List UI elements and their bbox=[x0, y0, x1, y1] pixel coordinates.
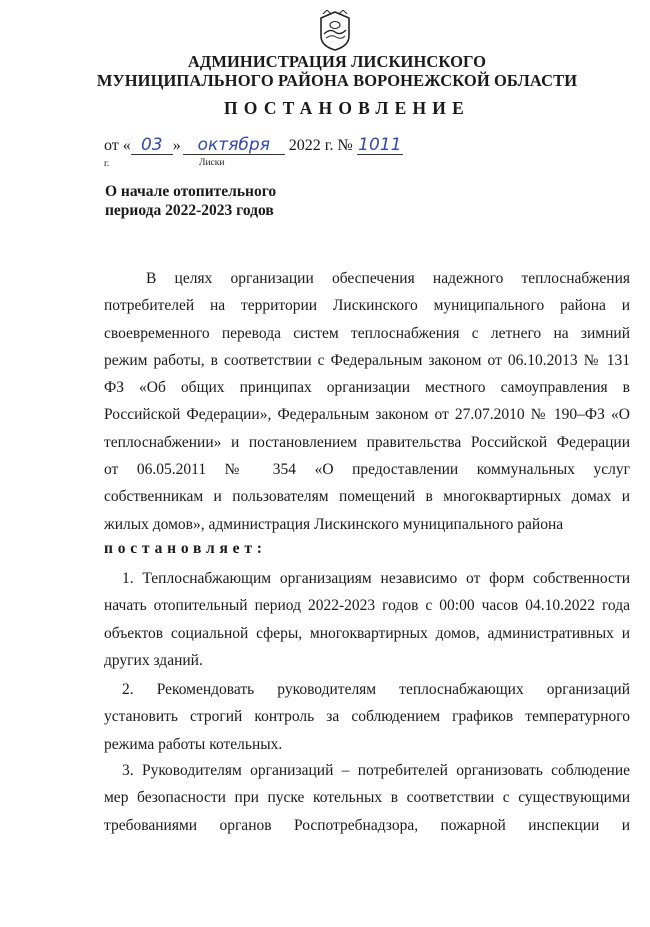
preamble-line: от 06.05.2011 № 354 «О предоставлении коммунальных услуг bbox=[104, 461, 630, 479]
date-year: 2022 г. № bbox=[288, 137, 353, 154]
item-line: начать отопительный период 2022-2023 годов с 00:00 часов 04.10.2022 года bbox=[104, 597, 630, 615]
item-line: 1. Теплоснабжающим организациям независимо от форм собственности bbox=[122, 570, 630, 587]
subject-line1: О начале отопительного bbox=[105, 183, 277, 200]
item-line: мер безопасности при пуске котельных в соответствии с существующими bbox=[104, 789, 630, 807]
preamble-line: потребителей на территории Лискинского муниципального района и bbox=[104, 297, 630, 315]
item-line: объектов социальной сферы, многоквартирных домов, административных и bbox=[104, 624, 630, 642]
item-line: установить строгий контроль за соблюдением графиков температурного bbox=[104, 708, 630, 726]
date-day-handwritten: 03 bbox=[131, 136, 173, 155]
org-name-line2: МУНИЦИПАЛЬНОГО РАЙОНА ВОРОНЕЖСКОЙ ОБЛАСТИ bbox=[96, 71, 578, 90]
coat-of-arms-emblem bbox=[318, 10, 352, 52]
preamble-line: собственникам и пользователям помещений в многоквартирных домах и bbox=[104, 488, 630, 506]
preamble-paragraph bbox=[104, 265, 630, 538]
item-line: требованиями органов Роспотребнадзора, пожарной инспекции и bbox=[104, 816, 630, 834]
resolution-item-1 bbox=[104, 565, 630, 674]
date-prefix: от « bbox=[104, 137, 131, 154]
document-subject bbox=[105, 182, 345, 220]
item-line: 2. Рекомендовать руководителям теплоснабжающих организаций bbox=[122, 681, 630, 698]
preamble-line: теплоснабжении» и постановлением правительства Российской Федерации bbox=[104, 433, 630, 451]
item-line: режима работы котельных. bbox=[104, 735, 283, 753]
date-line bbox=[104, 136, 403, 155]
date-abbr-g: г. bbox=[104, 159, 110, 169]
preamble-line: Российской Федерации», Федеральным законом от 27.07.2010 № 190–ФЗ «О bbox=[104, 406, 630, 424]
preamble-line: ФЗ «Об общих принципах организации местного самоуправления в bbox=[104, 379, 630, 397]
document-number-handwritten: 1011 bbox=[358, 135, 402, 155]
preamble-line: жилых домов», администрация Лискинского муниципального района bbox=[104, 515, 564, 533]
item-line: других зданий. bbox=[104, 651, 203, 669]
item-line: 3. Руководителям организаций – потребителей организовать соблюдение bbox=[122, 762, 630, 779]
subject-line2: периода 2022-2023 годов bbox=[105, 202, 274, 219]
date-month-handwritten: октября bbox=[183, 136, 285, 155]
resolves-heading: постановляет: bbox=[104, 540, 267, 557]
preamble-line: режим работы, в соответствии с Федеральным законом от 06.10.2013 № 131 bbox=[104, 351, 630, 369]
org-name-line1: АДМИНИСТРАЦИЯ ЛИСКИНСКОГО bbox=[187, 52, 487, 71]
resolution-item-3 bbox=[104, 757, 630, 839]
preamble-line: В целях организации обеспечения надежного теплоснабжения bbox=[146, 270, 630, 287]
city-name: Лиски bbox=[199, 158, 225, 168]
date-close-quote: » bbox=[172, 137, 181, 154]
resolution-item-2 bbox=[104, 676, 630, 758]
document-type-title: ПОСТАНОВЛЕНИЕ bbox=[224, 98, 470, 118]
preamble-line: своевременного перевода систем теплоснабжения с летнего на зимний bbox=[104, 324, 630, 342]
